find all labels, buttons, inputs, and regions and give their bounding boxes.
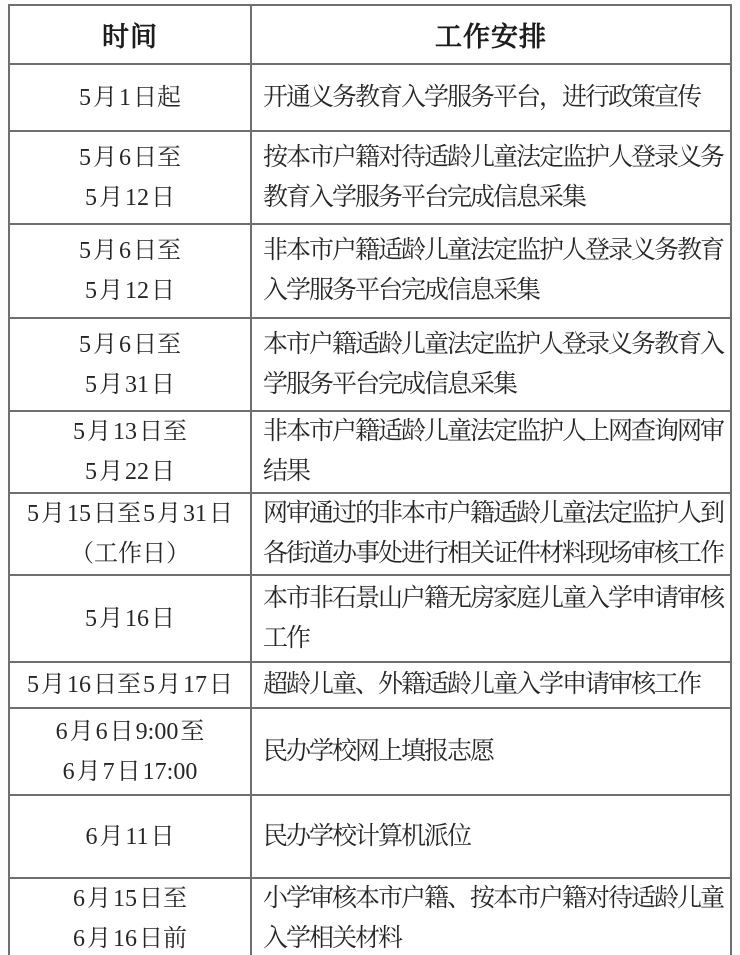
- task-text: 结果: [263, 458, 310, 485]
- time-text: 5 月 15 日至 5 月 31 日: [27, 501, 233, 527]
- header-cell-time: 时间: [9, 5, 251, 64]
- table-header: [9, 5, 731, 64]
- time-text: 6 月 6 日 9:00 至: [55, 718, 205, 745]
- task-text: 民办学校计算机派位: [263, 822, 471, 850]
- time-text: 6 月 15 日至: [73, 886, 187, 912]
- task-cell: [251, 411, 731, 493]
- header-cell-task: 工作安排: [251, 5, 731, 64]
- task-text: 非本市户籍适龄儿童法定监护人登录义务教育: [263, 237, 724, 264]
- enrollment-schedule-table: [8, 4, 732, 955]
- task-cell: [251, 224, 731, 318]
- time-cell: [9, 795, 251, 878]
- time-text: 5 月 13 日至: [73, 419, 187, 445]
- task-text: 本市户籍适龄儿童法定监护人登录义务教育入: [263, 330, 724, 358]
- time-text: 5 月 22 日: [85, 459, 175, 485]
- table-row: [9, 224, 731, 318]
- time-text: （工作日）: [70, 541, 190, 567]
- table-row: [9, 131, 731, 224]
- task-cell: [251, 795, 731, 878]
- table-row: [9, 878, 731, 955]
- time-cell: [9, 318, 251, 411]
- time-cell: [9, 575, 251, 662]
- task-cell: [251, 708, 731, 795]
- time-cell: [9, 493, 251, 575]
- time-text: 5 月 6 日至: [79, 144, 181, 171]
- task-text: 入学相关材料: [263, 925, 402, 952]
- table-row: [9, 493, 731, 575]
- time-text: 6 月 11 日: [85, 823, 175, 850]
- task-text: 开通义务教育入学服务平台，进行政策宣传: [263, 83, 701, 111]
- time-cell: [9, 708, 251, 795]
- task-text: 按本市户籍对待适龄儿童法定监护人登录义务: [263, 143, 724, 171]
- task-text: 入学服务平台完成信息采集: [263, 277, 540, 304]
- task-text: 非本市户籍适龄儿童法定监护人上网查询网审: [263, 418, 724, 445]
- time-text: 5 月 16 日: [85, 605, 175, 632]
- time-text: 5 月 16 日至 5 月 17 日: [27, 672, 233, 698]
- time-cell: [9, 411, 251, 493]
- table-row: [9, 662, 731, 708]
- task-text: 各街道办事处进行相关证件材料现场审核工作: [263, 540, 724, 567]
- time-cell: [9, 64, 251, 131]
- table-row: [9, 575, 731, 662]
- task-text: 本市非石景山户籍无房家庭儿童入学申请审核: [263, 584, 724, 612]
- time-text: 6 月 7 日 17:00: [62, 758, 198, 785]
- task-cell: [251, 318, 731, 411]
- time-text: 5 月 6 日至: [79, 331, 181, 358]
- task-cell: [251, 878, 731, 955]
- table-row: [9, 64, 731, 131]
- task-cell: [251, 64, 731, 131]
- task-cell: [251, 493, 731, 575]
- task-text: 学服务平台完成信息采集: [263, 370, 517, 398]
- task-text: 民办学校网上填报志愿: [263, 737, 494, 765]
- task-text: 教育入学服务平台完成信息采集: [263, 183, 586, 211]
- task-cell: [251, 662, 731, 708]
- time-text: 5 月 31 日: [85, 371, 175, 398]
- time-cell: [9, 662, 251, 708]
- time-text: 5 月 12 日: [85, 278, 175, 304]
- time-text: 5 月 1 日起: [79, 84, 181, 111]
- table-body: [9, 64, 731, 955]
- table-row: [9, 318, 731, 411]
- task-cell: [251, 131, 731, 224]
- task-text: 网审通过的非本市户籍适龄儿童法定监护人到: [263, 500, 724, 527]
- table-row: [9, 411, 731, 493]
- time-text: 5 月 6 日至: [79, 238, 181, 264]
- header-row: [9, 5, 731, 64]
- time-cell: [9, 131, 251, 224]
- task-text: 小学审核本市户籍、按本市户籍对待适龄儿童: [263, 885, 724, 912]
- task-cell: [251, 575, 731, 662]
- table-row: [9, 708, 731, 795]
- task-text: 工作: [263, 624, 310, 652]
- table-row: [9, 795, 731, 878]
- time-text: 5 月 12 日: [85, 184, 175, 211]
- time-cell: [9, 878, 251, 955]
- time-text: 6 月 16 日前: [73, 926, 187, 952]
- task-text: 超龄儿童、外籍适龄儿童入学申请审核工作: [263, 671, 701, 698]
- time-cell: [9, 224, 251, 318]
